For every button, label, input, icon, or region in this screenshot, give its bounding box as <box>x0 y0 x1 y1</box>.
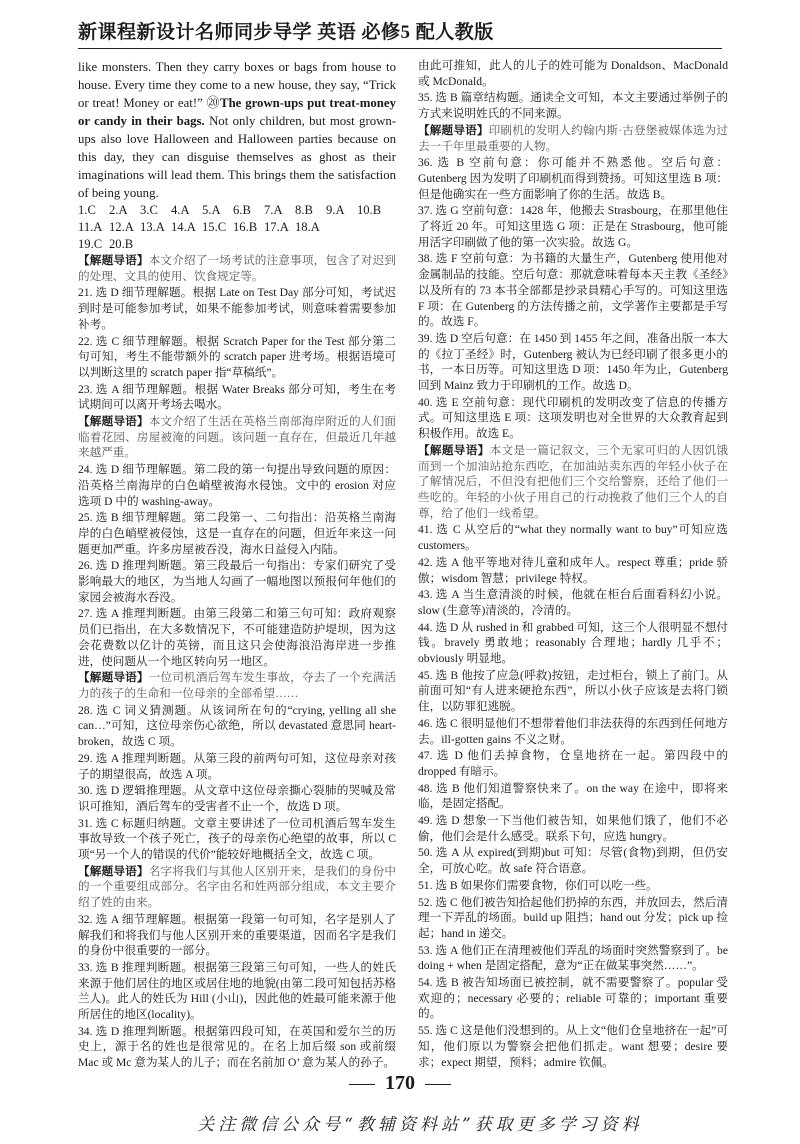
footer-note: 关注微信公众号“教辅资料站”获取更多学习资料 <box>197 1115 643 1135</box>
explanation-item: 51. 选 B 如果你们需要食物，你们可以吃一些。 <box>418 878 658 892</box>
answer-row: 11.A 12.A 13.A 14.A 15.C 16.B 17.A 18.A <box>78 220 320 234</box>
dash-left <box>349 1084 375 1085</box>
explanation-item: 40. 选 E 空前句意：现代印刷机的发明改变了信息的传播方式。可知这里选 E 项：这项发明也对全世界的大众教育起到积极作用。故选 E。 <box>418 395 728 441</box>
explanation-item: 23. 选 A 细节理解题。根据 Water Breaks 部分可知，考生在考试期间可以离开考场去喝水。 <box>78 382 396 412</box>
explanation-item: 47. 选 D 他们丢掉食物，仓皇地挤在一起。第四段中的 dropped 有暗示。 <box>418 749 728 778</box>
explanation-item: 37. 选 G 空前句意：1428 年，他搬去 Strasbourg，在那里他住了将近 20 年。可知这里选 G 项：正是在 Strasbourg，他可能用活字印刷做了他的第一次实验。故选 G。 <box>418 204 728 249</box>
explanation-item: 39. 选 D 空后句意：在 1450 到 1455 年之间，准备出版一本大的《拉丁圣经》时，Gutenberg 被认为已经印刷了很多更小的书，一本日历等。可知这里选 D 项：1450 年为止，Gutenberg 回到 Mainz 致力于印刷机的工作。故选 D。 <box>418 331 728 393</box>
explanation-intro: 【解题导语】一位司机酒后驾车发生事故，夺去了一个充满活力的孩子的生命和一位母亲的全部希望…… <box>78 671 396 700</box>
explanation-item: 25. 选 B 细节理解题。第二段第一、二句指出：沿英格兰南海岸的白色峭壁被侵蚀，这是一直存在的问题，但近年来这一问题更加严重。许多房屋被吞没，海水日益侵入内陆。 <box>78 511 396 556</box>
explanation-item: 34. 选 D 推理判断题。根据第四段可知，在英国和爱尔兰的历史上，源于名的姓也是很常见的。在名上加后缀 son 或前缀 Mac 或 Mc 意为某人的儿子；而在名前加 O’ 意为某人的孙子。 <box>78 1024 396 1070</box>
explanation-item: 24. 选 D 细节理解题。第二段的第一句提出导致问题的原因：沿英格兰南海岸的白色峭壁被海水侵蚀。文中的 erosion 对应选项 D 中的 washing-away。 <box>78 463 396 508</box>
explanation-item: 44. 选 D 从 rushed in 和 grabbed 可知，这三个人很明显不想付钱。bravely 勇敢地；reasonably 合理地；hardly 几乎不；obviously 明显地。 <box>418 620 728 666</box>
explanation-item: 30. 选 D 逻辑推理题。从文章中这位母亲撕心裂肺的哭喊及常识可推知，酒后驾车的受害者不止一个，故选 D 项。 <box>78 784 396 813</box>
explanation-item: 49. 选 D 想象一下当他们被告知，如果他们饿了，他们不必偷，他们会是什么感受。联系下句，应选 hungry。 <box>418 814 728 843</box>
explanation-item: 45. 选 B 他按了应急(呼救)按钮，走过柜台，锁上了前门。从前面可知“有人进来硬抢东西”，所以小伙子应该是去将门锁住，以防罪犯逃脱。 <box>418 668 728 714</box>
page-header <box>78 18 722 49</box>
explanation-item: 38. 选 F 空前句意：为书籍的大量生产，Gutenberg 使用他对金属制品的技能。空后句意：那就意味着每本天主教《圣经》以及所有的 73 本书全部都是抄录員精心手写的。可知这里选 F 项：在 Gutenberg 的方法传播之前，文学著作主要都是手写的。故选 F。 <box>418 252 728 329</box>
explanation-item: 27. 选 A 推理判断题。由第三段第二和第三句可知：政府观察员们已指出，在大多数情况下，不可能建造防护堤坝，因为这会花费数以亿计的英镑，而且这只会使海浪沿海岸进一步推进，使问题从一个地区转向另一地区。 <box>78 607 396 668</box>
explanation-item: 32. 选 A 细节理解题。根据第一段第一句可知，名字是别人了解我们和将我们与他人区别开来的重要渠道，因而名字是我们的身份中很重要的一部分。 <box>78 912 396 958</box>
explanation-item: 52. 选 C 他们被告知拾起他们扔掉的东西，并放回去，然后清理一下弄乱的场面。build up 阻挡；hand out 分发；pick up 捡起；hand in 递交。 <box>418 895 728 940</box>
explanation-item: 31. 选 C 标题归纳题。文章主要讲述了一位司机酒后驾车发生事故导致一个孩子死亡，孩子的母亲伤心绝望的故事，所以 C 项“另一个人的错误的代价”能较好地概括全文，故选 C 项。 <box>78 816 396 862</box>
explanation-item: 33. 选 B 推理判断题。根据第三段第三句可知，一些人的姓氏来源于他们居住的地区或居住地的地貌(由第二段可知包括苏格兰人)。此人的姓氏为 Hill (小山)，因此他的姓最可能来源于他所居住的地区(locality)。 <box>78 960 396 1022</box>
explanation-item: 53. 选 A 他们正在清理被他们弄乱的场面时突然警察到了。be doing + when 是固定搭配，意为“正在做某事突然……”。 <box>418 943 728 973</box>
explanation-item: 22. 选 C 细节理解题。根据 Scratch Paper for the Test 部分第二句可知，考生不能带额外的 scratch paper 进考场。根据语境可以判断这里的 scratch paper 指“草稿纸”。 <box>78 334 396 379</box>
explanation-item: 42. 选 A 他平等地对待儿童和成年人。respect 尊重；pride 骄傲；wisdom 智慧；privilege 特权。 <box>418 555 728 585</box>
header-title: 新课程新设计名师同步导学 英语 必修5 配人教版 <box>78 22 494 43</box>
answer-row: 19.C 20.B <box>78 237 134 251</box>
explanation-item: 48. 选 B 他们知道警察快来了。on the way 在途中，即将来临，是固定搭配。 <box>418 781 728 811</box>
page-number: 170 <box>0 1072 800 1095</box>
explanation-item: 55. 选 C 这是他们没想到的。从上文“他们仓皇地挤在一起”可知，他们原以为警察会把他们抓走。want 想要；desire 要求；expect 期望，预料；admire 钦佩。 <box>418 1024 728 1069</box>
explanation-item: 41. 选 C 从空后的“what they normally want to buy”可知应选 customers。 <box>418 523 728 553</box>
explanation-item: 35. 选 B 篇章结构题。通读全文可知，本文主要通过举例子的方式来说明姓氏的不同来源。 <box>418 91 728 121</box>
dash-right <box>425 1084 451 1085</box>
explanation-item: 26. 选 D 推理判断题。第三段最后一句指出：专家们研究了受影响最大的地区，为当地人勾画了一幅地图以预报何年他们的家园会被海水吞没。 <box>78 559 396 604</box>
explanation-item: 由此可推知，此人的儿子的姓可能为 Donaldson、MacDonald 或 McDonald。 <box>418 59 728 88</box>
explanation-item: 46. 选 C 很明显他们不想带着他们非法获得的东西到任何地方去。ill-gotten gains 不义之财。 <box>418 716 728 746</box>
explanation-item: 29. 选 A 推理判断题。从第三段的前两句可知，这位母亲对孩子的期望很高，故选 A 项。 <box>78 751 396 781</box>
left-column <box>78 58 396 1072</box>
english-passage: like monsters. Then they carry boxes or bags from house to house. Every time they come to a new house, they say, “Trick or treat! Money or eat!” ⑳The grown-ups put treat-money or candy in their bags. Not only children, but most grown-ups also love Halloween and Halloween parties because on this day, they can disguise themselves as ghost as their imaginations will lead them. This brings them the satisfaction of being young. <box>78 60 397 200</box>
right-column <box>418 58 728 1071</box>
answer-key <box>78 202 396 253</box>
explanation-item: 50. 选 A 从 expired(到期)but 可知：尽管(食物)到期，但仍安全，可放心吃。故 safe 符合语意。 <box>418 846 728 876</box>
explanation-item: 21. 选 D 细节理解题。根据 Late on Test Day 部分可知，考试迟到时是可能参加考试，如果不能参加考试，则意味着需要参加补考。 <box>78 286 396 331</box>
bold-sentence: The grown-ups put treat-money or candy in their bags. <box>78 96 397 128</box>
explanation-intro: 【解题导语】本文介绍了生活在英格兰南部海岸附近的人们面临着花园、房屋被淹的问题。该问题一直存在，但最近几年越来越严重。 <box>78 415 396 460</box>
explanation-item: 43. 选 A 当生意清淡的时候，他就在柜台后面看科幻小说。slow (生意等)清淡的，冷清的。 <box>418 588 728 617</box>
explanation-intro: 【解题导语】本文介绍了一场考试的注意事项，包含了对迟到的处理、文具的使用、饮食规定等。 <box>78 254 396 283</box>
explanation-intro: 【解题导语】名字将我们与其他人区别开来，是我们的身份中的一个重要组成部分。名字由名和姓两部分组成，本文主要介绍了姓的由来。 <box>78 864 396 910</box>
explanation-item: 54. 选 B 被告知场面已被控制，就不需要警察了。popular 受欢迎的；necessary 必要的；reliable 可靠的；important 重要的。 <box>418 976 728 1021</box>
explanation-intro: 【解题导语】本文是一篇记叙文，三个无家可归的人因饥饿而到一个加油站抢东西吃，在加油站卖东西的年轻小伙子在了解情况后，不但没有把他们三个交给警察，还给了他们一些吃的。年轻的小伙子用自己的行动挽救了他们三个人的自尊，给了他们一线希望。 <box>418 443 728 520</box>
explanation-item: 36. 选 B 空前句意：你可能并不熟悉他。空后句意：Gutenberg 因为发明了印刷机而得到赞扬。可知这里选 B 项：但是他确实在一些方面影响了你的生活。故选 B。 <box>418 156 728 201</box>
explanation-intro: 【解题导语】印刷机的发明人约翰内斯·古登堡被媒体选为过去一千年里最重要的人物。 <box>418 123 728 153</box>
explanation-item: 28. 选 C 词义猜测题。从该词所在句的“crying, yelling all she can…”可知，这位母亲伤心欲绝，所以 devastated 意思同 heart-broken，故选 C 项。 <box>78 703 396 749</box>
answer-row: 1.C 2.A 3.C 4.A 5.A 6.B 7.A 8.B 9.A 10.B <box>78 203 382 217</box>
